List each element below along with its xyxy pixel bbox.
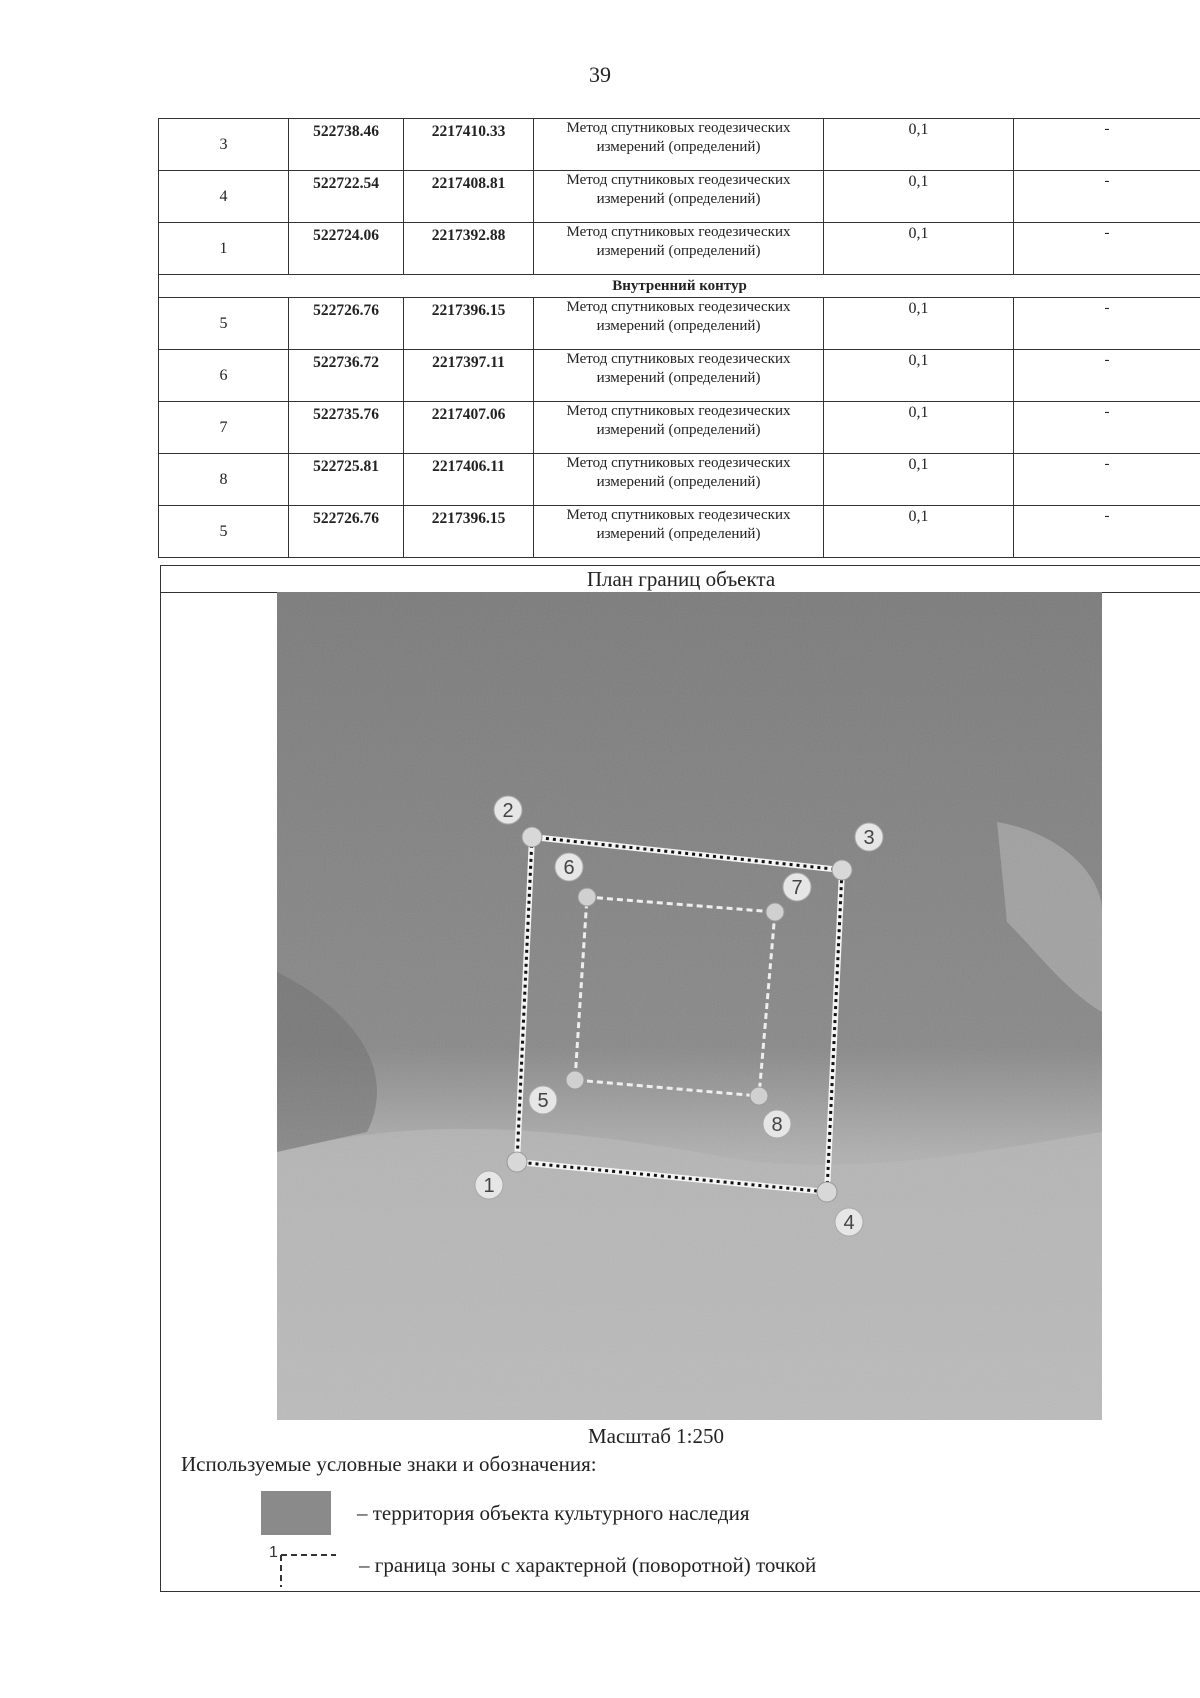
extra-cell: - [1014, 223, 1200, 275]
section-row [159, 275, 1200, 298]
point-3-label: 3 [863, 827, 875, 849]
point-number-cell: 4 [159, 171, 289, 223]
table-row [159, 171, 1200, 223]
extra-cell: - [1014, 402, 1200, 454]
table-row [159, 223, 1200, 275]
accuracy-cell: 0,1 [824, 350, 1014, 402]
coordinates-table [158, 118, 1200, 558]
extra-cell: - [1014, 119, 1200, 171]
table-row [159, 350, 1200, 402]
method-cell: Метод спутниковых геодезических измерений (определений) [534, 350, 824, 402]
point-number-cell: 1 [159, 223, 289, 275]
map-scale: Масштаб 1:250 [587, 1424, 724, 1448]
legend-marker-label: 1 [269, 1544, 278, 1561]
page-number: 39 [589, 62, 611, 87]
method-cell: Метод спутниковых геодезических измерений (определений) [534, 506, 824, 558]
table-row [159, 402, 1200, 454]
plan-block [160, 565, 1200, 1592]
table-row [159, 119, 1200, 171]
method-cell: Метод спутниковых геодезических измерений (определений) [534, 223, 824, 275]
point-number-cell: 3 [159, 119, 289, 171]
point-5-marker [566, 1071, 584, 1089]
x-coordinate-cell: 522726.76 [289, 506, 404, 558]
y-coordinate-cell: 2217392.88 [404, 223, 534, 275]
point-1-marker [507, 1152, 527, 1172]
extra-cell: - [1014, 350, 1200, 402]
boundary-map [277, 592, 1102, 1420]
point-2-marker [522, 827, 542, 847]
x-coordinate-cell: 522735.76 [289, 402, 404, 454]
legend-item-boundary [261, 1541, 816, 1589]
point-6-label: 6 [563, 857, 575, 879]
accuracy-cell: 0,1 [824, 298, 1014, 350]
point-5-label: 5 [537, 1090, 549, 1112]
extra-cell: - [1014, 298, 1200, 350]
point-number-cell: 7 [159, 402, 289, 454]
legend-boundary-label: – граница зоны с характерной (поворотной) точкой [359, 1552, 817, 1577]
territory-swatch [261, 1491, 331, 1535]
point-6-marker [578, 888, 596, 906]
point-1-label: 1 [483, 1175, 495, 1197]
table-row [159, 506, 1200, 558]
accuracy-cell: 0,1 [824, 506, 1014, 558]
plan-title: План границ объекта [161, 566, 1200, 593]
legend-item-territory [261, 1491, 750, 1535]
extra-cell: - [1014, 454, 1200, 506]
legend-title: Используемые условные знаки и обозначения: [181, 1452, 597, 1476]
accuracy-cell: 0,1 [824, 454, 1014, 506]
point-4-marker [817, 1182, 837, 1202]
y-coordinate-cell: 2217410.33 [404, 119, 534, 171]
point-7-label: 7 [791, 877, 803, 899]
accuracy-cell: 0,1 [824, 223, 1014, 275]
section-label: Внутренний контур [159, 275, 1200, 298]
point-2-label: 2 [502, 800, 514, 822]
boundary-line-icon [261, 1541, 341, 1589]
table-row [159, 454, 1200, 506]
x-coordinate-cell: 522722.54 [289, 171, 404, 223]
x-coordinate-cell: 522736.72 [289, 350, 404, 402]
x-coordinate-cell: 522726.76 [289, 298, 404, 350]
table-row [159, 298, 1200, 350]
point-number-cell: 8 [159, 454, 289, 506]
y-coordinate-cell: 2217408.81 [404, 171, 534, 223]
accuracy-cell: 0,1 [824, 119, 1014, 171]
point-number-cell: 5 [159, 506, 289, 558]
point-3-marker [832, 860, 852, 880]
extra-cell: - [1014, 171, 1200, 223]
point-7-marker [766, 903, 784, 921]
x-coordinate-cell: 522725.81 [289, 454, 404, 506]
method-cell: Метод спутниковых геодезических измерений (определений) [534, 298, 824, 350]
legend-territory-label: – территория объекта культурного наследия [357, 1500, 750, 1525]
y-coordinate-cell: 2217397.11 [404, 350, 534, 402]
point-number-cell: 5 [159, 298, 289, 350]
method-cell: Метод спутниковых геодезических измерений (определений) [534, 402, 824, 454]
point-4-label: 4 [843, 1212, 855, 1234]
accuracy-cell: 0,1 [824, 171, 1014, 223]
extra-cell: - [1014, 506, 1200, 558]
method-cell: Метод спутниковых геодезических измерений (определений) [534, 454, 824, 506]
point-number-cell: 6 [159, 350, 289, 402]
point-8-marker [750, 1087, 768, 1105]
accuracy-cell: 0,1 [824, 402, 1014, 454]
method-cell: Метод спутниковых геодезических измерений (определений) [534, 171, 824, 223]
y-coordinate-cell: 2217396.15 [404, 298, 534, 350]
map-texture [277, 592, 1102, 1420]
y-coordinate-cell: 2217407.06 [404, 402, 534, 454]
method-cell: Метод спутниковых геодезических измерений (определений) [534, 119, 824, 171]
x-coordinate-cell: 522738.46 [289, 119, 404, 171]
x-coordinate-cell: 522724.06 [289, 223, 404, 275]
point-8-label: 8 [771, 1114, 783, 1136]
y-coordinate-cell: 2217396.15 [404, 506, 534, 558]
y-coordinate-cell: 2217406.11 [404, 454, 534, 506]
